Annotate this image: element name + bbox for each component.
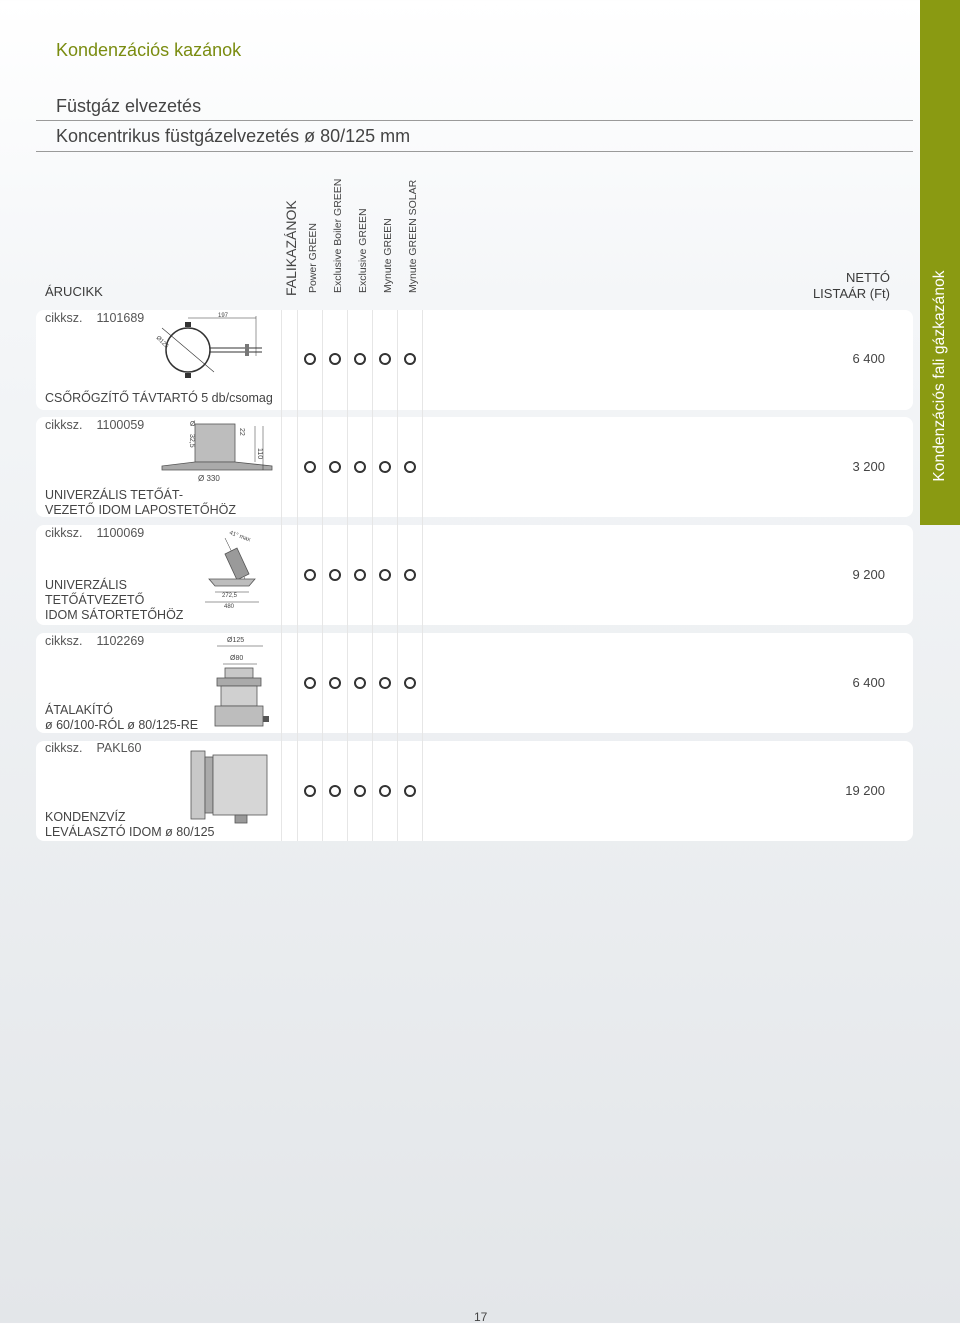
article-number: cikksz. 1100069 <box>45 526 145 540</box>
product-name: CSŐRŐGZÍTŐ TÁVTARTÓ 5 db/csomag <box>45 391 273 405</box>
article-number: cikksz. 1100059 <box>45 418 145 432</box>
page-subtitle-2: Koncentrikus füstgázelvezetés ø 80/125 mm <box>56 126 411 146</box>
availability-dot <box>354 569 366 581</box>
availability-dot <box>404 461 416 473</box>
price: 3 200 <box>852 459 885 474</box>
svg-text:272,5: 272,5 <box>222 593 238 599</box>
availability-dot <box>379 785 391 797</box>
product-name: ÁTALAKÍTÓ ø 60/100-RÓL ø 80/125-RE <box>45 703 199 732</box>
availability-dot <box>329 785 341 797</box>
product-name: UNIVERZÁLIS TETŐÁTVEZETŐ IDOM SÁTORTETŐHÖZ <box>45 578 184 622</box>
column-header-article: ÁRUCIKK <box>45 284 103 299</box>
svg-text:32,5: 32,5 <box>188 434 195 448</box>
column-divider <box>297 310 298 841</box>
column-header-price: NETTÓ LISTAÁR (Ft) <box>812 270 890 301</box>
price: 9 200 <box>852 567 885 582</box>
column-divider <box>397 310 398 841</box>
availability-dot <box>404 677 416 689</box>
availability-dot <box>304 461 316 473</box>
article-number: cikksz. PAKL60 <box>45 741 142 755</box>
svg-text:41° max: 41° max <box>228 530 252 544</box>
svg-text:197: 197 <box>218 313 229 319</box>
pitched-roof-flashing-drawing <box>195 524 275 614</box>
column-divider <box>422 310 423 841</box>
availability-dot <box>379 569 391 581</box>
column-divider <box>347 310 348 841</box>
availability-dot <box>304 353 316 365</box>
availability-dot <box>404 785 416 797</box>
availability-dot <box>304 785 316 797</box>
svg-text:480: 480 <box>224 604 235 610</box>
page-number: 17 <box>474 1310 488 1324</box>
svg-text:Ø125: Ø125 <box>227 637 245 644</box>
column-divider <box>322 310 323 841</box>
column-header-model: Mynute GREEN SOLAR <box>407 179 419 293</box>
article-number: cikksz. 1102269 <box>45 634 145 648</box>
availability-dot <box>379 677 391 689</box>
availability-dot <box>304 569 316 581</box>
availability-dot <box>329 461 341 473</box>
availability-dot <box>354 353 366 365</box>
svg-text:110: 110 <box>256 448 263 460</box>
availability-dot <box>354 461 366 473</box>
product-name: UNIVERZÁLIS TETŐÁT- VEZETŐ IDOM LAPOSTETŐHÖZ <box>45 488 236 517</box>
column-divider <box>372 310 373 841</box>
column-header-model: Exclusive Boiler GREEN <box>332 178 344 293</box>
article-number: cikksz. 1101689 <box>45 311 145 325</box>
availability-dot <box>304 677 316 689</box>
price: 6 400 <box>852 675 885 690</box>
price: 19 200 <box>845 783 885 798</box>
availability-dot <box>379 461 391 473</box>
availability-dot <box>404 353 416 365</box>
availability-dot <box>379 353 391 365</box>
condensate-separator-drawing <box>185 745 275 825</box>
flat-roof-flashing-drawing <box>160 414 275 489</box>
product-name: KONDENZVÍZ LEVÁLASZTÓ IDOM ø 80/125 <box>45 810 215 839</box>
column-divider <box>281 310 282 841</box>
column-header-model: Power GREEN <box>307 222 319 293</box>
section-title: Kondenzációs kazánok <box>56 40 242 60</box>
svg-text:Ø 330: Ø 330 <box>198 474 220 483</box>
availability-dot <box>354 785 366 797</box>
adapter-drawing <box>205 632 275 732</box>
svg-text:Ø125: Ø125 <box>154 335 170 350</box>
svg-text:Ø: Ø <box>190 421 196 428</box>
availability-dot <box>329 569 341 581</box>
pipe-clamp-drawing <box>150 308 275 388</box>
page-subtitle: Füstgáz elvezetés <box>56 96 202 116</box>
divider <box>36 120 913 121</box>
column-header-model: Mynute GREEN <box>382 218 394 293</box>
availability-dot <box>329 677 341 689</box>
side-tab-label: Kondenzációs fali gázkazánok <box>931 270 948 482</box>
availability-dot <box>329 353 341 365</box>
divider <box>36 151 913 152</box>
column-header-group: FALIKAZÁNOK <box>283 200 299 296</box>
availability-dot <box>354 677 366 689</box>
availability-dot <box>404 569 416 581</box>
price: 6 400 <box>852 351 885 366</box>
column-header-model: Exclusive GREEN <box>357 208 369 293</box>
svg-text:22: 22 <box>238 428 245 436</box>
svg-text:Ø80: Ø80 <box>230 655 244 662</box>
